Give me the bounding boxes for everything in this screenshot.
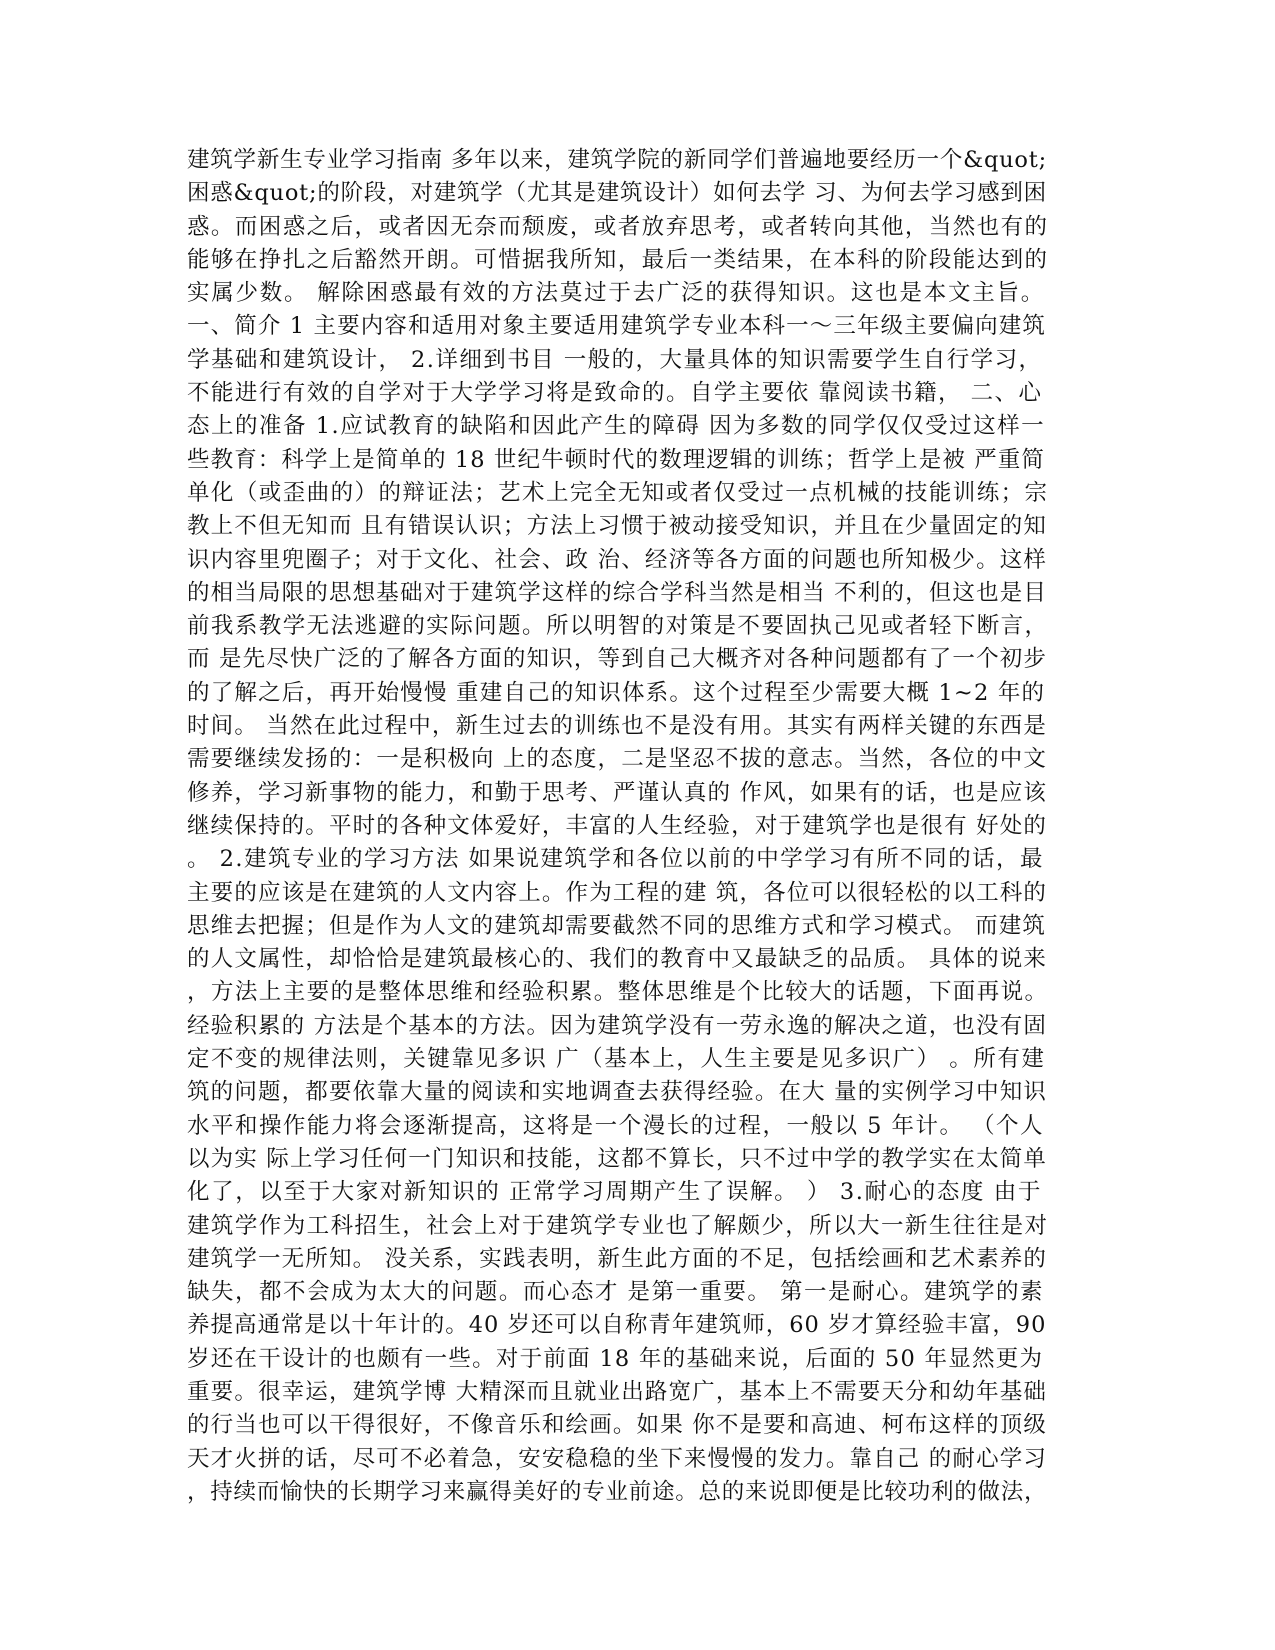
text-line: 化了，以至于大家对新知识的 正常学习周期产生了误解。 ） 3.耐心的态度 由于 <box>187 1179 1042 1206</box>
text-line: 岁还在干设计的也颇有一些。对于前面 18 年的基础来说，后面的 50 年显然更为 <box>187 1345 1044 1372</box>
text-line: 惑。而困惑之后，或者因无奈而颓废，或者放弃思考，或者转向其他，当然也有的 <box>187 213 1049 240</box>
text-line: ，方法上主要的是整体思维和经验积累。整体思维是个比较大的话题，下面再说。 <box>187 979 1049 1006</box>
text-line: 教上不但无知而 且有错误认识；方法上习惯于被动接受知识，并且在少量固定的知 <box>187 513 1048 540</box>
text-line: 以为实 际上学习任何一门知识和技能，这都不算长，只不过中学的教学实在太简单 <box>187 1145 1048 1172</box>
text-line: 前我系教学无法逃避的实际问题。所以明智的对策是不要固执己见或者轻下断言， <box>187 613 1049 640</box>
text-line: 天才火拼的话，尽可不必着急，安安稳稳的坐下来慢慢的发力。靠自己 的耐心学习 <box>187 1445 1048 1472</box>
text-line: 缺失，都不会成为太大的问题。而心态才 是第一重要。 第一是耐心。建筑学的素 <box>187 1279 1044 1306</box>
text-line: 需要继续发扬的：一是积极向 上的态度，二是坚忍不拔的意志。当然，各位的中文 <box>187 746 1048 773</box>
text-line: 而 是先尽快广泛的了解各方面的知识，等到自己大概齐对各种问题都有了一个初步 <box>187 646 1048 673</box>
text-line: 一、简介 1 主要内容和适用对象主要适用建筑学专业本科一～三年级主要偏向建筑 <box>187 313 1047 340</box>
text-line: 态上的准备 1.应试教育的缺陷和因此产生的障碍 因为多数的同学仅仅受过这样一 <box>187 413 1046 440</box>
text-line: 继续保持的。平时的各种文体爱好，丰富的人生经验，对于建筑学也是很有 好处的 <box>187 812 1048 839</box>
body-text <box>187 144 1087 1509</box>
text-line: 些教育：科学上是简单的 18 世纪牛顿时代的数理逻辑的训练；哲学上是被 严重简 <box>187 446 1045 473</box>
text-line: 的相当局限的思想基础对于建筑学这样的综合学科当然是相当 不利的，但这也是目 <box>187 579 1048 606</box>
text-line: 水平和操作能力将会逐渐提高，这将是一个漫长的过程，一般以 5 年计。 （个人 <box>187 1112 1045 1139</box>
text-line: 学基础和建筑设计， 2.详细到书目 一般的，大量具体的知识需要学生自行学习， <box>187 346 1043 373</box>
text-line: 的行当也可以干得很好，不像音乐和绘画。如果 你不是要和高迪、柯布这样的顶级 <box>187 1412 1048 1439</box>
text-line: 能够在挣扎之后豁然开朗。可惜据我所知，最后一类结果，在本科的阶段能达到的 <box>187 246 1049 273</box>
text-line: 主要的应该是在建筑的人文内容上。作为工程的建 筑，各位可以很轻松的以工科的 <box>187 879 1048 906</box>
text-line: 养提高通常是以十年计的。40 岁还可以自称青年建筑师，60 岁才算经验丰富，90 <box>187 1312 1047 1339</box>
text-line: 。 2.建筑专业的学习方法 如果说建筑学和各位以前的中学学习有所不同的话，最 <box>187 846 1045 873</box>
text-line: 的人文属性，却恰恰是建筑最核心的、我们的教育中又最缺乏的品质。 具体的说来 <box>187 946 1048 973</box>
text-line: 修养，学习新事物的能力，和勤于思考、严谨认真的 作风，如果有的话，也是应该 <box>187 779 1048 806</box>
text-line: ，持续而愉快的长期学习来赢得美好的专业前途。总的来说即便是比较功利的做法， <box>187 1478 1048 1505</box>
text-line: 建筑学新生专业学习指南 多年以来，建筑学院的新同学们普遍地要经历一个&quot; <box>187 147 1047 173</box>
text-line: 建筑学一无所知。 没关系，实践表明，新生此方面的不足，包括绘画和艺术素养的 <box>187 1245 1048 1272</box>
text-line: 重要。很幸运，建筑学博 大精深而且就业出路宽广，基本上不需要天分和幼年基础 <box>187 1378 1048 1405</box>
text-line: 思维去把握；但是作为人文的建筑却需要截然不同的思维方式和学习模式。 而建筑 <box>187 912 1046 939</box>
text-line: 实属少数。 解除困惑最有效的方法莫过于去广泛的获得知识。这也是本文主旨。 <box>187 280 1046 307</box>
text-line: 的了解之后，再开始慢慢 重建自己的知识体系。这个过程至少需要大概 1~2 年的 <box>187 679 1046 706</box>
text-line: 不能进行有效的自学对于大学学习将是致命的。自学主要依 靠阅读书籍， 二、心 <box>187 380 1043 407</box>
text-line: 时间。 当然在此过程中，新生过去的训练也不是没有用。其实有两样关键的东西是 <box>187 713 1048 740</box>
text-line: 建筑学作为工科招生，社会上对于建筑学专业也了解颇少，所以大一新生往往是对 <box>187 1212 1049 1239</box>
text-line: 经验积累的 方法是个基本的方法。因为建筑学没有一劳永逸的解决之道，也没有固 <box>187 1012 1048 1039</box>
text-line: 筑的问题，都要依靠大量的阅读和实地调查去获得经验。在大 量的实例学习中知识 <box>187 1079 1048 1106</box>
text-line: 识内容里兜圈子；对于文化、社会、政 治、经济等各方面的问题也所知极少。这样 <box>187 546 1048 573</box>
text-line: 单化（或歪曲的）的辩证法；艺术上完全无知或者仅受过一点机械的技能训练；宗 <box>187 479 1049 506</box>
text-line: 困惑&quot;的阶段，对建筑学（尤其是建筑设计）如何去学 习、为何去学习感到困 <box>187 180 1047 207</box>
text-line: 定不变的规律法则，关键靠见多识 广（基本上，人生主要是见多识广） 。所有建 <box>187 1046 1046 1073</box>
